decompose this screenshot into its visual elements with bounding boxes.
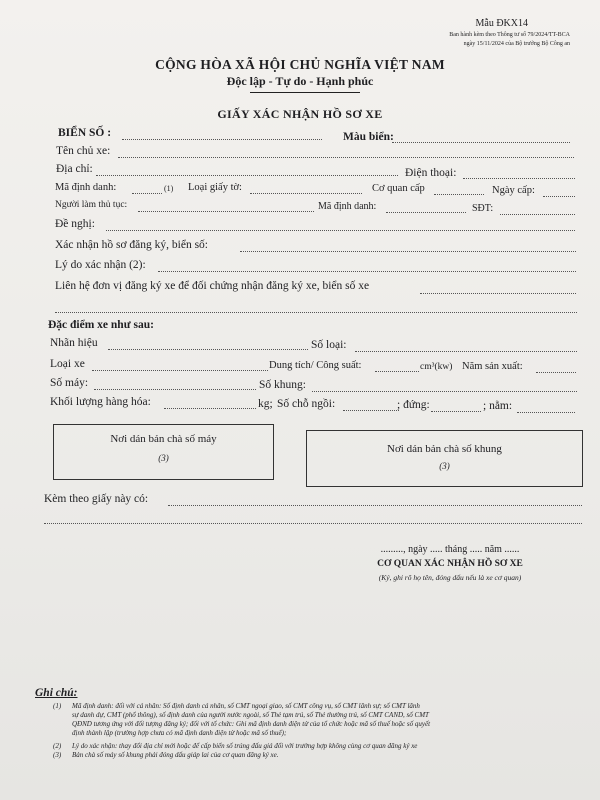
note-1-line-c: QĐND tương ứng với đối tượng đăng ký; đối với tổ chức: Ghi mã định danh điện tử của tổ chức hoặc mã số thuế hoặc số quyết	[72, 720, 431, 728]
label-dung: ; đứng:	[397, 399, 430, 411]
motto: Độc lập - Tự do - Hạnh phúc	[226, 74, 374, 88]
field-ma-dinh-danh[interactable]	[132, 193, 162, 194]
nation-title: CỘNG HÒA XÃ HỘI CHỦ NGHĨA VIỆT NAM	[155, 57, 445, 72]
notes-title: Ghi chú:	[35, 687, 78, 699]
ref-1: (1)	[164, 184, 174, 193]
field-ngay-cap[interactable]	[543, 196, 575, 197]
field-nam[interactable]	[517, 412, 575, 413]
field-sdt[interactable]	[500, 214, 575, 215]
field-so-loai[interactable]	[355, 351, 577, 352]
label-ma-dinh-danh: Mã định danh:	[55, 182, 117, 193]
field-xac-nhan[interactable]	[240, 251, 576, 252]
document-title: GIẤY XÁC NHẬN HỒ SƠ XE	[217, 107, 383, 121]
field-nam-san-xuat[interactable]	[536, 372, 576, 373]
field-so-cho-ngoi[interactable]	[343, 410, 399, 411]
label-co-quan-cap: Cơ quan cấp	[372, 183, 425, 194]
frame-number-box[interactable]	[306, 430, 583, 487]
field-co-quan-cap[interactable]	[434, 194, 484, 195]
note-2: Lý do xác nhận: thay đổi địa chỉ mới hoặc để cấp biển số trúng đấu giá đổi với trường hợp không cùng cơ quan đăng ký xe	[72, 742, 418, 750]
label-dung-tich: Dung tích/ Công suất:	[269, 360, 362, 371]
form-code: Mẫu ĐKX14	[475, 18, 528, 29]
field-lien-he-line2[interactable]	[55, 312, 577, 313]
label-sdt: SĐT:	[472, 203, 494, 214]
field-nhan-hieu[interactable]	[108, 349, 308, 350]
label-so-cho-ngoi: Số chỗ ngồi:	[277, 398, 336, 410]
note-1-ref: (1)	[53, 702, 62, 710]
field-mau-bien[interactable]	[392, 142, 570, 143]
label-so-loai: Số loại:	[311, 339, 347, 351]
unit-cm3-kw: cm³(kw)	[420, 362, 453, 372]
signature-date-line: ........., ngày ..... tháng ..... năm ......	[380, 544, 520, 555]
note-1-line-d: định thành lập (trường hợp chưa có mã định danh điện tử hoặc mã số thuế);	[72, 729, 287, 737]
note-1-line-a: Mã định danh: đối với cá nhân: Số định danh cá nhân, số CMT ngoại giao, số CMT công vụ, số CMT lãnh sự; số CMT lãnh	[72, 702, 420, 710]
field-so-may[interactable]	[94, 389, 256, 390]
signature-authority: CƠ QUAN XÁC NHẬN HỒ SƠ XE	[377, 559, 523, 569]
issued-line-2: ngày 15/11/2024 của Bộ trưởng Bộ Công an	[463, 41, 570, 47]
frame-box-label: Nơi dán bản chà số khung	[387, 443, 502, 455]
field-dung[interactable]	[431, 411, 481, 412]
engine-number-box[interactable]	[53, 424, 274, 480]
label-xac-nhan: Xác nhận hồ sơ đăng ký, biển số:	[55, 239, 208, 251]
field-de-nghi[interactable]	[106, 230, 575, 231]
field-so-khung[interactable]	[312, 391, 577, 392]
label-loai-giay-to: Loại giấy tờ:	[188, 182, 242, 193]
field-ma-dinh-danh-2[interactable]	[386, 212, 466, 213]
note-3: Bản chà số máy số khung phải đóng dấu giáp lai của cơ quan đăng ký xe.	[72, 751, 279, 759]
field-kem-theo-line2[interactable]	[44, 523, 582, 524]
issued-line-1: Ban hành kèm theo Thông tư số 79/2024/TT-BCA	[449, 32, 570, 38]
field-ly-do[interactable]	[158, 271, 576, 272]
label-nhan-hieu: Nhãn hiệu	[50, 337, 98, 349]
field-khoi-luong[interactable]	[164, 408, 256, 409]
signature-instruction: (Ký, ghi rõ họ tên, đóng dấu nếu là xe cơ quan)	[378, 573, 522, 582]
field-dien-thoai[interactable]	[463, 178, 575, 179]
note-2-ref: (2)	[53, 742, 62, 750]
label-khoi-luong: Khối lượng hàng hóa:	[50, 396, 151, 408]
field-loai-xe[interactable]	[92, 370, 268, 371]
label-dien-thoai: Điện thoại:	[405, 167, 457, 179]
engine-box-ref: (3)	[158, 453, 169, 463]
label-dia-chi: Địa chỉ:	[56, 163, 93, 175]
label-nam: ; nằm:	[483, 400, 513, 412]
label-kem-theo: Kèm theo giấy này có:	[44, 493, 149, 505]
field-kem-theo[interactable]	[168, 505, 582, 506]
field-lien-he[interactable]	[420, 293, 576, 294]
note-1-line-b: sự danh dự, CMT (phổ thông), số định danh của người nước ngoài, số Thẻ tạm trú, số Thẻ thường trú, số CMT CAND, số CMT	[72, 711, 429, 719]
frame-box-ref: (3)	[439, 461, 450, 471]
engine-box-label: Nơi dán bản chà số máy	[110, 433, 217, 445]
label-lien-he: Liên hệ đơn vị đăng ký xe để đối chứng nhận đăng ký xe, biển số xe	[55, 280, 370, 292]
label-nguoi-lam-thu-tuc: Người làm thủ tục:	[55, 200, 128, 210]
field-dia-chi[interactable]	[96, 175, 398, 176]
motto-underline	[250, 92, 360, 93]
field-loai-giay-to[interactable]	[250, 193, 362, 194]
note-3-ref: (3)	[53, 751, 62, 759]
label-de-nghi: Đề nghị:	[55, 218, 95, 230]
label-bien-so: BIỂN SỐ :	[58, 127, 112, 139]
unit-kg: kg;	[258, 398, 273, 410]
label-nam-san-xuat: Năm sản xuất:	[462, 361, 523, 372]
label-ly-do: Lý do xác nhận (2):	[55, 259, 146, 271]
vehicle-section-title: Đặc điểm xe như sau:	[48, 319, 154, 331]
label-so-khung: Số khung:	[259, 379, 306, 391]
label-loai-xe: Loại xe	[50, 358, 85, 370]
label-mau-bien: Màu biển:	[343, 131, 394, 143]
label-ten-chu-xe: Tên chủ xe:	[56, 145, 111, 157]
field-nguoi-lam-thu-tuc[interactable]	[138, 211, 314, 212]
label-ma-dinh-danh-2: Mã định danh:	[318, 201, 377, 212]
field-dung-tich[interactable]	[375, 371, 419, 372]
field-bien-so[interactable]	[122, 139, 322, 140]
label-ngay-cap: Ngày cấp:	[492, 185, 535, 196]
field-ten-chu-xe[interactable]	[118, 157, 574, 158]
label-so-may: Số máy:	[50, 377, 89, 389]
